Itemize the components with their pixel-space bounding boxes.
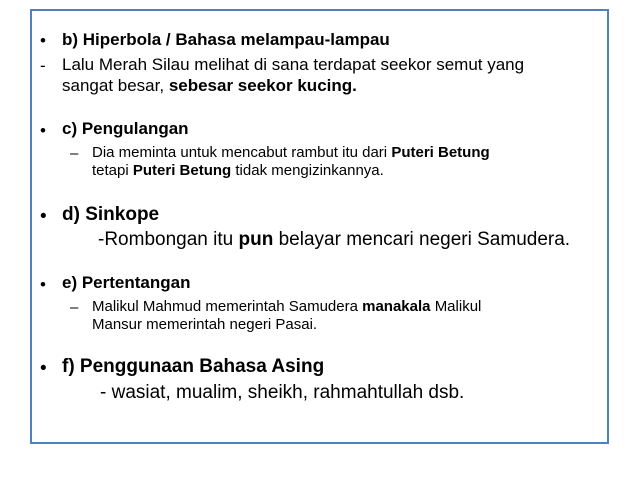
pertentangan-line-1-normal-b: Malikul: [434, 298, 482, 315]
sinkope-line-1-bold: pun: [238, 229, 274, 250]
hiperbola-line-2: [62, 77, 357, 94]
pertentangan-line-2: Mansur memerintah negeri Pasai.: [92, 316, 318, 333]
pertentangan-line-1: [92, 299, 481, 314]
heading-pengulangan: c) Pengulangan: [62, 119, 189, 138]
bullet-c: •: [40, 121, 46, 140]
pengulangan-line-1-normal: Dia meminta untuk mencabut rambut itu dari: [92, 144, 388, 161]
slide-frame: [30, 9, 609, 444]
dash-b: -: [40, 56, 46, 75]
heading-pertentangan: e) Pertentangan: [62, 273, 191, 292]
pengulangan-line-2-bold: Puteri Betung: [132, 162, 232, 179]
sinkope-line-1-normal-a: -Rombongan itu: [98, 229, 234, 250]
hiperbola-line-1: Lalu Merah Silau melihat di sana terdapat seekor semut yang: [62, 55, 525, 74]
pengulangan-line-2: [92, 163, 384, 178]
dash-e: –: [70, 299, 79, 316]
hiperbola-line-2-normal: sangat besar,: [62, 76, 165, 95]
hiperbola-line-2-bold: sebesar seekor kucing.: [168, 76, 357, 95]
bahasa-asing-line-1: - wasiat, mualim, sheikh, rahmahtullah dsb.: [100, 382, 465, 403]
sinkope-line-1: [98, 230, 570, 249]
heading-bahasa-asing: f) Penggunaan Bahasa Asing: [62, 356, 325, 377]
heading-sinkope: d) Sinkope: [62, 204, 160, 225]
bullet-b: •: [40, 31, 46, 50]
heading-hiperbola: b) Hiperbola / Bahasa melampau-lampau: [62, 30, 390, 49]
pengulangan-line-2-normal-b: tidak mengizinkannya.: [235, 162, 384, 179]
sinkope-line-1-normal-b: belayar mencari negeri Samudera.: [278, 229, 571, 250]
pertentangan-line-1-normal-a: Malikul Mahmud memerintah Samudera: [92, 298, 358, 315]
bullet-e: •: [40, 275, 46, 294]
bullet-d: •: [40, 206, 47, 227]
bullet-f: •: [40, 358, 47, 379]
pengulangan-line-2-normal-a: tetapi: [92, 162, 129, 179]
pertentangan-line-1-bold: manakala: [362, 298, 431, 315]
dash-c: –: [70, 145, 79, 162]
pengulangan-line-1: [92, 145, 490, 160]
pengulangan-line-1-bold: Puteri Betung: [391, 144, 490, 161]
